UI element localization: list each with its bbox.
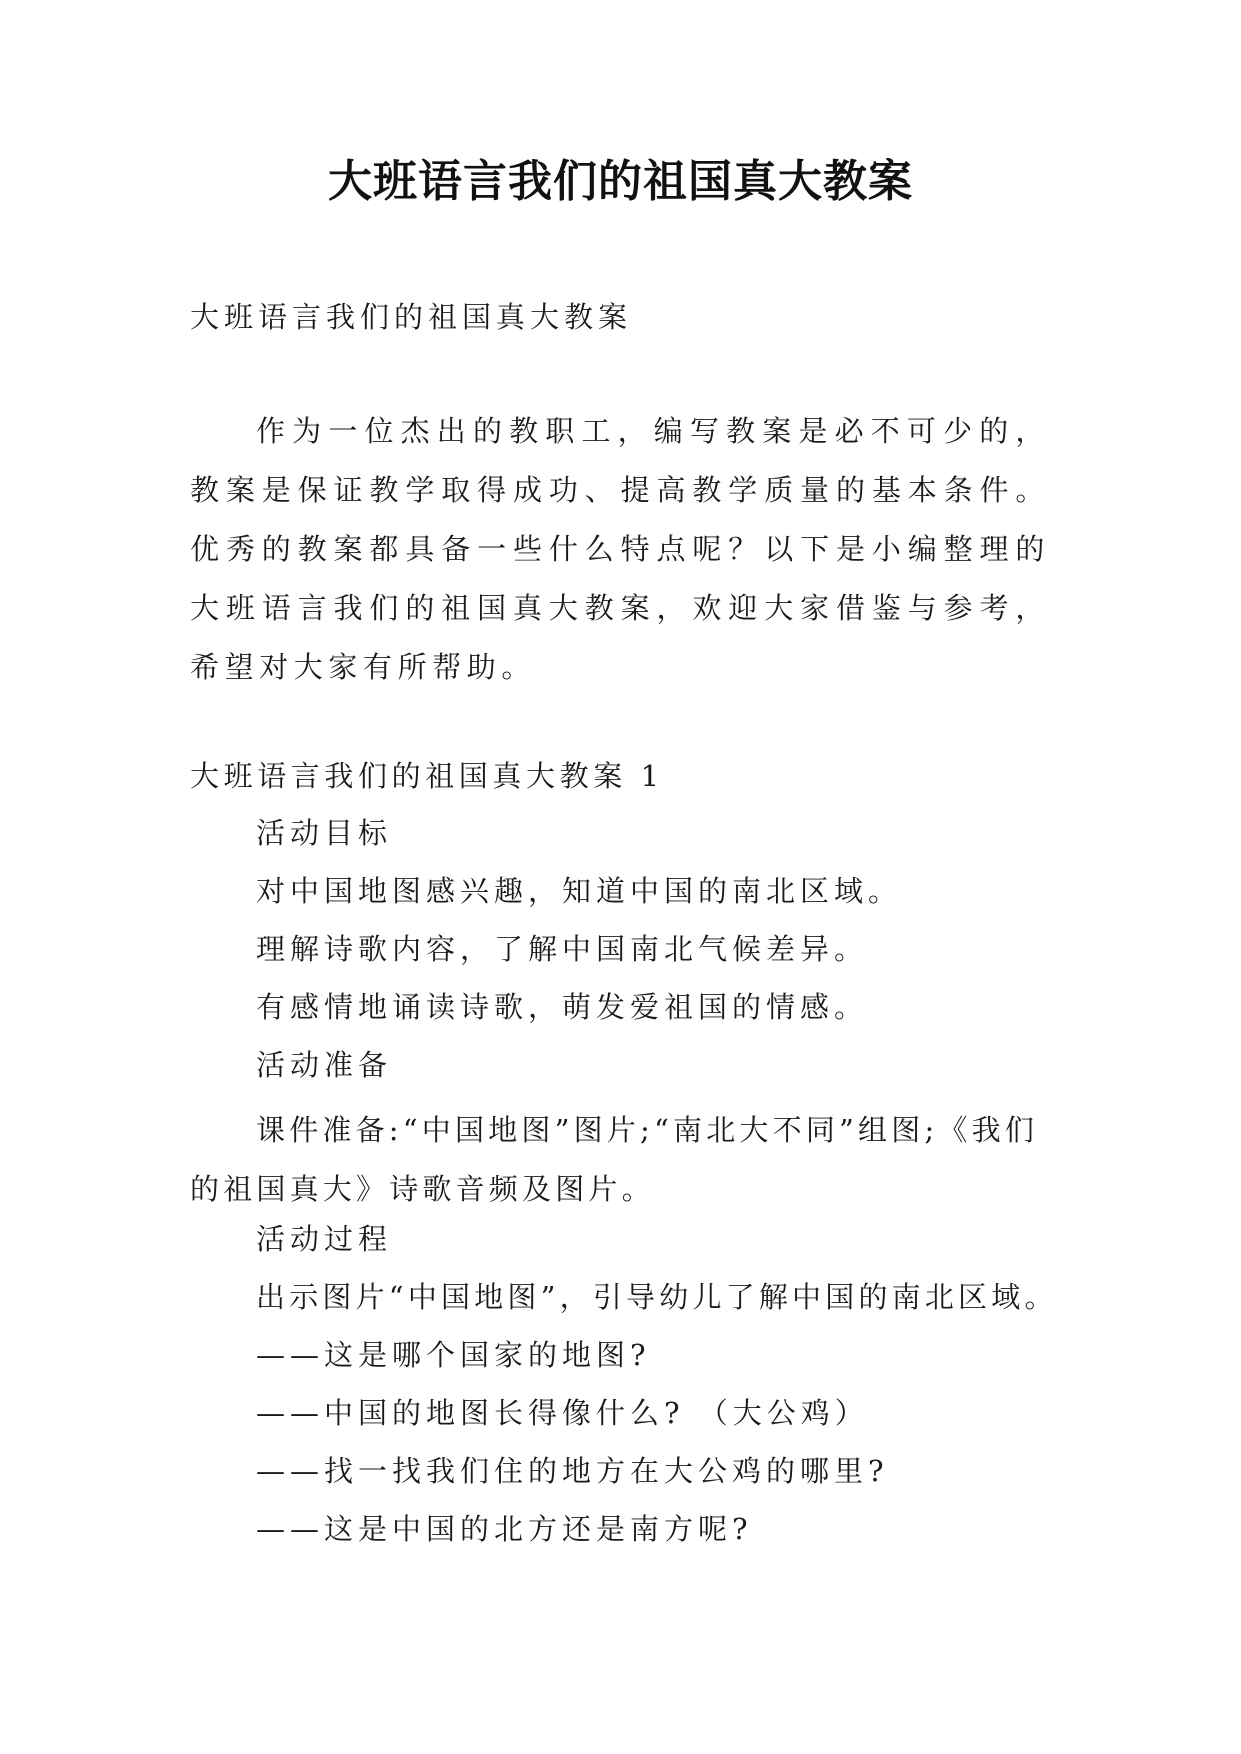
question-item: ——找一找我们住的地方在大公鸡的哪里? <box>256 1454 889 1488</box>
question-item: ——中国的地图长得像什么? （大公鸡） <box>256 1396 869 1430</box>
question-item: ——这是哪个国家的地图? <box>256 1338 651 1372</box>
prep-heading: 活动准备 <box>256 1048 393 1082</box>
question-item: ——这是中国的北方还是南方呢? <box>256 1512 753 1546</box>
process-heading: 活动过程 <box>256 1222 393 1256</box>
goals-heading: 活动目标 <box>256 816 393 850</box>
section-heading: 大班语言我们的祖国真大教案 1 <box>190 759 664 793</box>
process-intro: 出示图片“中国地图”，引导幼儿了解中国的南北区域。 <box>256 1280 1058 1314</box>
document-subtitle: 大班语言我们的祖国真大教案 <box>190 300 633 334</box>
document-title: 大班语言我们的祖国真大教案 <box>328 156 913 207</box>
goal-item: 理解诗歌内容，了解中国南北气候差异。 <box>256 932 869 966</box>
goal-item: 有感情地诵读诗歌，萌发爱祖国的情感。 <box>256 990 869 1024</box>
intro-paragraph: 作为一位杰出的教职工，编写教案是必不可少的，教案是保证教学取得成功、提高教学质量的基本条件。优秀的教案都具备一些什么特点呢？以下是小编整理的大班语言我们的祖国真大教案，欢迎大家借鉴与参考，希望对大家有所帮助。 <box>190 414 1050 684</box>
goal-item: 对中国地图感兴趣，知道中国的南北区域。 <box>256 874 903 908</box>
prep-paragraph: 课件准备:“中国地图”图片;“南北大不同”组图;《我们的祖国真大》诗歌音频及图片。 <box>190 1113 1039 1206</box>
